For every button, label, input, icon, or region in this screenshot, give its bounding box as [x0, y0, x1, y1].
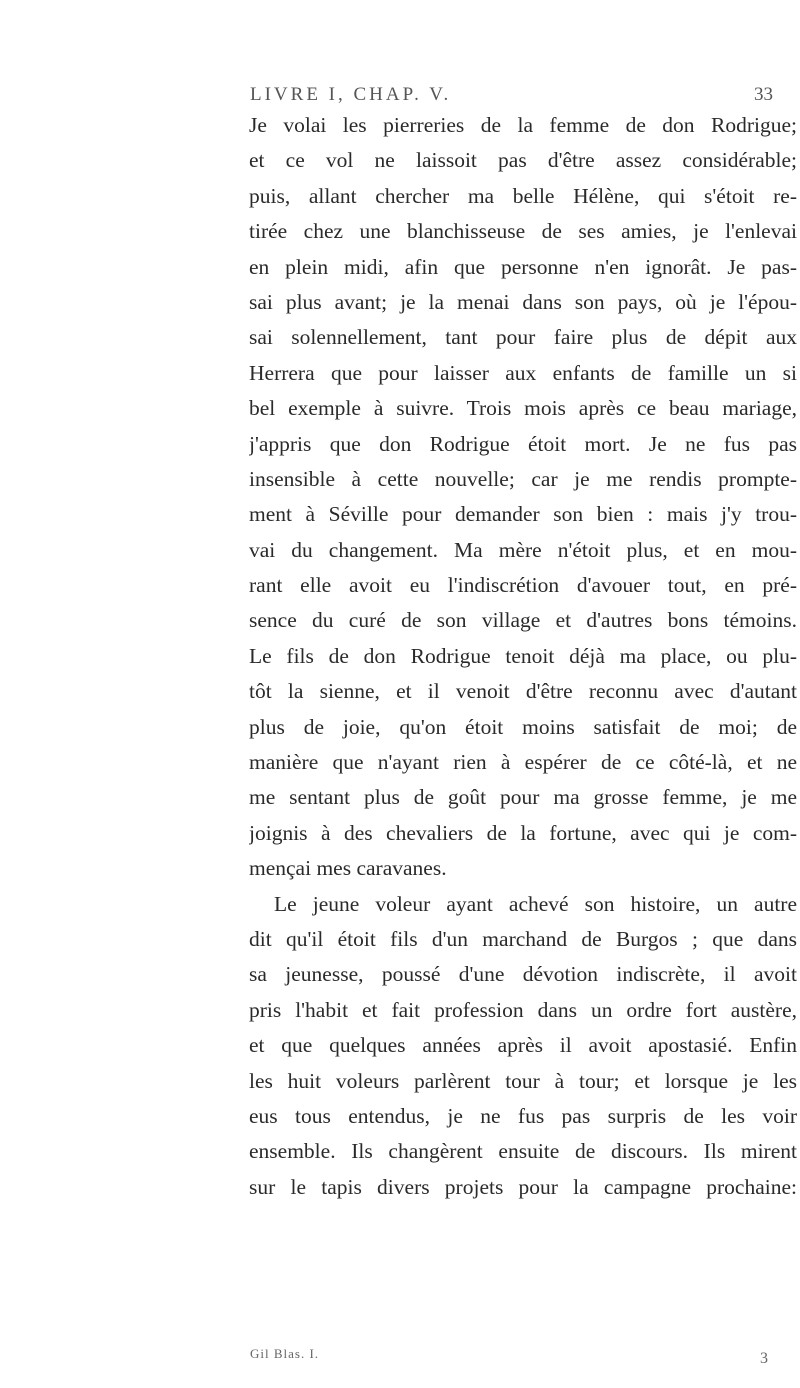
- text-line: plus de joie, qu'on étoit moins satisfait de moi; de: [249, 714, 797, 739]
- text-line: me sentant plus de goût pour ma grosse femme, je me: [249, 785, 797, 810]
- text-line: et ce vol ne laissoit pas d'être assez considérable;: [249, 148, 797, 173]
- paragraph-start-line: Le jeune voleur ayant achevé son histoire, un autre: [274, 891, 797, 916]
- body-text: [249, 108, 797, 1205]
- text-line: sence du curé de son village et d'autres bons témoins.: [249, 608, 797, 633]
- running-title: LIVRE I, CHAP. V.: [250, 84, 452, 105]
- paragraph-end-line: mençai mes caravanes.: [249, 856, 447, 881]
- text-line: joignis à des chevaliers de la fortune, avec qui je com-: [249, 820, 797, 845]
- text-line: ensemble. Ils changèrent ensuite de discours. Ils mirent: [249, 1139, 797, 1164]
- text-line: sur le tapis divers projets pour la campagne prochaine:: [249, 1174, 797, 1199]
- text-line: sai solennellement, tant pour faire plus de dépit aux: [249, 325, 797, 350]
- text-line: puis, allant chercher ma belle Hélène, qui s'étoit re-: [249, 183, 797, 208]
- text-line: Je volai les pierreries de la femme de don Rodrigue;: [249, 113, 797, 137]
- text-line: bel exemple à suivre. Trois mois après ce beau mariage,: [249, 396, 797, 421]
- text-line: vai du changement. Ma mère n'étoit plus, et en mou-: [249, 537, 797, 562]
- text-line: en plein midi, afin que personne n'en ignorât. Je pas-: [249, 254, 797, 279]
- text-line: Herrera que pour laisser aux enfants de famille un si: [249, 360, 797, 385]
- text-line: tirée chez une blanchisseuse de ses amies, je l'enlevai: [249, 219, 797, 244]
- page-number: 33: [754, 84, 773, 105]
- signature-mark: Gil Blas. I.: [250, 1346, 320, 1361]
- text-line: et que quelques années après il avoit apostasié. Enfin: [249, 1033, 797, 1058]
- text-line: manière que n'ayant rien à espérer de ce côté-là, et ne: [249, 750, 797, 775]
- signature-number: 3: [760, 1350, 768, 1367]
- text-line: insensible à cette nouvelle; car je me rendis prompte-: [249, 466, 797, 491]
- text-line: sa jeunesse, poussé d'une dévotion indiscrète, il avoit: [249, 962, 797, 987]
- text-line: Le fils de don Rodrigue tenoit déjà ma place, ou plu-: [249, 643, 797, 668]
- text-line: eus tous entendus, je ne fus pas surpris de les voir: [249, 1103, 797, 1128]
- text-line: j'appris que don Rodrigue étoit mort. Je ne fus pas: [249, 431, 797, 456]
- text-line: les huit voleurs parlèrent tour à tour; et lorsque je les: [249, 1068, 797, 1093]
- text-line: dit qu'il étoit fils d'un marchand de Burgos ; que dans: [249, 926, 797, 951]
- page-footer: [250, 1346, 798, 1370]
- text-line: pris l'habit et fait profession dans un ordre fort austère,: [249, 997, 797, 1022]
- text-line: tôt la sienne, et il venoit d'être reconnu avec d'autant: [249, 679, 797, 704]
- text-line: ment à Séville pour demander son bien : mais j'y trou-: [249, 502, 797, 527]
- text-line: rant elle avoit eu l'indiscrétion d'avouer tout, en pré-: [249, 573, 797, 598]
- text-line: sai plus avant; je la menai dans son pays, où je l'épou-: [249, 289, 797, 314]
